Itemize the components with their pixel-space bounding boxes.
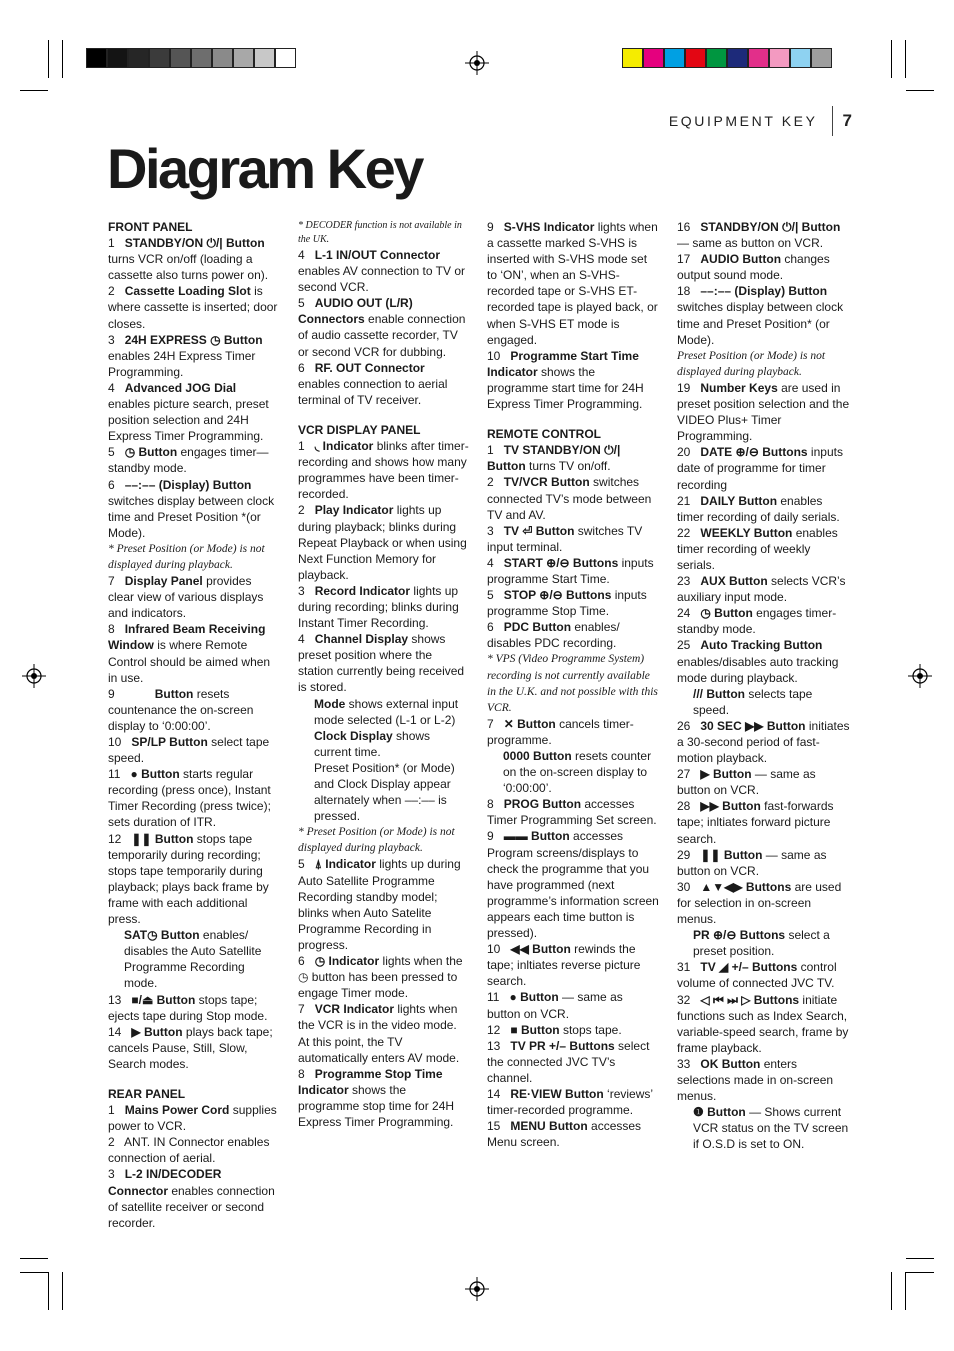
key-entry: 10 ◀◀ Button rewinds the tape; inltiates reverse picture search. xyxy=(487,942,641,989)
key-entry: 8 PROG Button accesses Timer Programming Set screen. xyxy=(487,797,657,828)
key-entry: /// Button selects tape speed. xyxy=(693,686,813,717)
column-2 xyxy=(298,219,470,1130)
color-swatch xyxy=(107,48,128,68)
footnote: * VPS (Video Programme System) recording is not currently available in the U.K. and not possible with this VCR. xyxy=(487,653,658,714)
color-swatch xyxy=(191,48,212,68)
key-entry: 25 Auto Tracking Button enables/disables auto tracking mode during playback. xyxy=(677,638,839,685)
key-entry: 2 ANT. IN Connector enables connection of aerial. xyxy=(108,1135,270,1166)
key-entry: 1 STANDBY/ON ⏻/| Button turns VCR on/off (loading a cassette also turns power on). xyxy=(108,236,269,283)
section-heading: REMOTE CONTROL xyxy=(487,427,601,442)
running-header xyxy=(669,106,852,136)
key-entry: 31 TV ◢ +/– Buttons control volume of connected JVC TV. xyxy=(677,960,837,991)
header-divider xyxy=(832,106,833,136)
color-swatch xyxy=(706,48,727,68)
key-entry: 15 MENU Button accesses Menu screen. xyxy=(487,1119,642,1150)
key-entry: 16 STANDBY/ON ⏻/| Button — same as button on VCR. xyxy=(677,220,841,251)
key-entry: ❶ Button — Shows current VCR status on the TV screen if O.S.D is set to ON. xyxy=(693,1105,849,1152)
crop-mark xyxy=(20,1272,48,1273)
color-swatch xyxy=(643,48,664,68)
color-swatch xyxy=(275,48,296,68)
key-entry: 21 DAILY Button enables timer recording of daily serials. xyxy=(677,493,840,524)
footnote: * Preset Position (or Mode) is not displayed during playback. xyxy=(298,826,455,855)
key-entry: 6 ◷ Indicator lights when the ◷ button has been pressed to engage Timer mode. xyxy=(298,954,463,1001)
color-swatch xyxy=(769,48,790,68)
color-swatch xyxy=(811,48,832,68)
key-entry: 9 Button resets countenance the on-screen display to ‘0:00:00’. xyxy=(108,686,254,733)
crop-mark xyxy=(62,40,63,78)
key-entry: 11 ● Button starts regular recording (press once), Instant Timer Recording (press twice); sets duration of ITR. xyxy=(108,767,271,830)
crop-mark xyxy=(891,1272,892,1310)
key-entry: 19 Number Keys are used in preset position selection and the VIDEO Plus+ Timer Programming. xyxy=(677,380,850,444)
column-3 xyxy=(487,219,659,1150)
key-entry: 7 ✕ Button cancels timer-programme. xyxy=(487,716,634,747)
key-entry: SAT◷ Button enables/ disables the Auto Satellite Programme Recording mode. xyxy=(124,928,262,991)
crop-mark xyxy=(905,40,906,78)
color-swatch xyxy=(128,48,149,68)
key-entry: 10 Programme Start Time Indicator shows the programme start time for 24H Express Timer Programming. xyxy=(487,348,644,412)
crop-mark xyxy=(62,1272,63,1310)
color-swatch xyxy=(685,48,706,68)
key-entry: 12 ❚❚ Button stops tape temporarily during recording; stops tape temporarily during playback; plays back frame by frame with each additional press. xyxy=(108,831,269,927)
key-entry: PR ⊕/⊖ Buttons select a preset position. xyxy=(693,928,830,959)
section-heading: REAR PANEL xyxy=(108,1086,186,1101)
crop-mark xyxy=(906,1272,934,1273)
key-entry: 30 ▲▼◀▶ Buttons are used for selection in on-screen menus. xyxy=(677,879,842,927)
key-entry: 1 TV STANDBY/ON ⏻/| Button turns TV on/off. xyxy=(487,443,621,474)
key-entry: 6 PDC Button enables/ disables PDC recording. xyxy=(487,620,620,651)
footnote: * DECODER function is not available in the UK. xyxy=(298,220,462,245)
grayscale-bar xyxy=(86,48,296,68)
color-swatch xyxy=(748,48,769,68)
column-1 xyxy=(108,219,280,1231)
key-entry: 14 RE·VIEW Button ‘reviews’ timer-recorded programme. xyxy=(487,1086,653,1118)
key-entry: 29 ❚❚ Button — same as button on VCR. xyxy=(677,847,827,878)
color-swatch xyxy=(212,48,233,68)
color-swatch xyxy=(149,48,170,68)
registration-mark-icon xyxy=(465,51,489,75)
key-entry: 13 TV PR +/– Buttons select the connected JVC TV’s channel. xyxy=(487,1038,650,1085)
key-entry: 4 Channel Display shows preset position where the station currently being received is stored. xyxy=(298,632,465,695)
section-name: EQUIPMENT KEY xyxy=(668,113,818,129)
section-heading: FRONT PANEL xyxy=(108,220,193,234)
color-swatch xyxy=(254,48,275,68)
key-entry: 14 ▶ Button plays back tape; cancels Pause, Still, Slow, Search modes. xyxy=(108,1024,273,1071)
key-entry: 9 ▬▬ Button accesses Program screens/displays to check the programme that you have programmed (next programme’s information screen appears each time button is pressed). xyxy=(487,829,659,941)
key-entry: 12 ■ Button stops tape. xyxy=(487,1022,622,1037)
color-swatch xyxy=(86,48,107,68)
crop-mark xyxy=(891,40,892,78)
registration-mark-icon xyxy=(908,664,932,688)
registration-mark-icon xyxy=(22,664,46,688)
footnote: * Preset Position (or Mode) is not displayed during playback. xyxy=(108,542,265,571)
key-entry: 3 Record Indicator lights up during recording; blinks during Instant Timer Recording. xyxy=(298,583,459,631)
key-entry: 26 30 SEC ▶▶ Button initiates a 30-second period of fast-motion playback. xyxy=(677,718,850,766)
key-entry: 5 ◷ Button engages timer— standby mode. xyxy=(108,445,269,476)
key-entry: Mode shows external input mode selected (L-1 or L-2) xyxy=(314,696,459,727)
key-entry: 3 TV ⏎ Button switches TV input terminal. xyxy=(487,523,643,554)
key-entry: 23 AUX Button selects VCR’s auxiliary input mode. xyxy=(677,574,846,605)
key-entry: 2 TV/VCR Button switches connected TV’s mode between TV and AV. xyxy=(487,475,652,522)
key-entry: 10 SP/LP Button select tape speed. xyxy=(108,735,270,766)
section-heading: VCR DISPLAY PANEL xyxy=(298,422,421,437)
key-entry: Clock Display shows current time. xyxy=(314,728,431,759)
key-entry: 20 DATE ⊕/⊖ Buttons inputs date of programme for timer recording xyxy=(677,445,843,492)
crop-mark xyxy=(48,1272,49,1310)
key-entry: 13 ■/⏏ Button stops tape; ejects tape during Stop mode. xyxy=(108,992,268,1023)
key-entry: 9 S-VHS Indicator lights when a cassette marked S-VHS is inserted with S-VHS mode set to ‘ON’, when an S-VHS-recorded tape or S-VHS ET-recorded tape is played back, or when S-VHS ET mode is engaged. xyxy=(487,220,658,347)
registration-mark-icon xyxy=(465,1277,489,1301)
key-entry: 17 AUDIO Button changes output sound mode. xyxy=(677,252,830,283)
key-entry: 3 L-2 IN/DECODER Connector enables connection of satellite receiver or second recorder. xyxy=(108,1167,275,1230)
key-entry: 5 AUDIO OUT (L/R) Connectors enable connection of audio cassette recorder, TV or second VCR for dubbing. xyxy=(298,296,466,359)
crop-mark xyxy=(48,40,49,78)
crop-mark xyxy=(906,90,934,91)
key-entry: 7 Display Panel provides clear view of various displays and indicators. xyxy=(108,574,264,621)
crop-mark xyxy=(20,1258,48,1259)
key-entry: 24 ◷ Button engages timer-standby mode. xyxy=(677,606,837,637)
key-entry: 32 ◁ ⏮ ⏭ ▷ Buttons initiate functions such as Index Search, variable-speed search, frame by frame playback. xyxy=(677,992,849,1055)
key-entry: 3 24H EXPRESS ◷ Button enables 24H Express Timer Programming. xyxy=(108,332,263,379)
key-entry: 4 L-1 IN/OUT Connector enables AV connection to TV or second VCR. xyxy=(298,248,465,295)
key-entry: 27 ▶ Button — same as button on VCR. xyxy=(677,767,816,798)
color-swatch xyxy=(622,48,643,68)
column-4 xyxy=(677,219,851,1152)
color-swatch xyxy=(790,48,811,68)
key-entry: 1 Mains Power Cord supplies power to VCR. xyxy=(108,1103,277,1134)
key-entry: Preset Position* (or Mode) and Clock Display appear alternately when ––:–– is pressed. xyxy=(314,760,455,824)
key-entry: 5 STOP ⊕/⊖ Buttons inputs programme Stop Time. xyxy=(487,588,647,619)
key-entry: 6 RF. OUT Connector enables connection to aerial terminal of TV receiver. xyxy=(298,360,448,407)
key-entry: 8 Infrared Beam Receiving Window is where Remote Control should be aimed when in use. xyxy=(108,622,271,685)
key-entry: 2 Play Indicator lights up during playback; blinks during Repeat Playback or when using Next Function Memory for playback. xyxy=(298,503,467,582)
key-entry: 28 ▶▶ Button fast-forwards tape; inltiates forward picture search. xyxy=(677,799,834,846)
key-entry: 4 Advanced JOG Dial enables picture search, preset position selection and 24H Express Timer Programming. xyxy=(108,380,269,444)
key-entry: 6 ––:–– (Display) Button switches display between clock time and Preset Position *(or Mode). xyxy=(108,477,275,540)
crop-mark xyxy=(905,1272,906,1310)
color-swatch xyxy=(727,48,748,68)
key-entry: 22 WEEKLY Button enables timer recording of weekly serials. xyxy=(677,525,838,572)
crop-mark xyxy=(20,90,48,91)
color-swatch xyxy=(170,48,191,68)
footnote: Preset Position (or Mode) is not displayed during playback. xyxy=(677,349,826,378)
key-entry: 18 ––:–– (Display) Button switches display between clock time and Preset Position* (or Mode). xyxy=(677,284,844,347)
key-entry: 8 Programme Stop Time Indicator shows the programme stop time for 24H Express Timer Programming. xyxy=(298,1066,455,1129)
color-swatch xyxy=(664,48,685,68)
color-swatch xyxy=(233,48,254,68)
process-color-bar xyxy=(622,48,832,68)
key-entry: 11 ● Button — same as button on VCR. xyxy=(487,990,623,1021)
key-entry: 33 OK Button enters selections made in on-screen menus. xyxy=(677,1056,834,1104)
key-entry: 5 ⍋ Indicator lights up during Auto Satellite Programme Recording standby model; blinks when Auto Satelite Programme Recording in progress. xyxy=(298,857,461,952)
key-entry: 7 VCR Indicator lights when the VCR is in the video mode. At this point, the TV automatically enters AV mode. xyxy=(298,1002,460,1065)
page-title: Diagram Key xyxy=(107,137,422,200)
page-number: 7 xyxy=(842,111,852,130)
key-entry: 4 START ⊕/⊖ Buttons inputs programme Start Time. xyxy=(487,555,654,586)
key-entry: 0000 Button resets counter on the on-screen display to ‘0:00:00’. xyxy=(503,749,652,796)
key-entry: 2 Cassette Loading Slot is where cassette is inserted; door closes. xyxy=(108,284,278,331)
crop-mark xyxy=(906,1258,934,1259)
key-entry: 1 ◟ Indicator blinks after timer-recording and shows how many programmes have been timer-recorded. xyxy=(298,439,469,502)
